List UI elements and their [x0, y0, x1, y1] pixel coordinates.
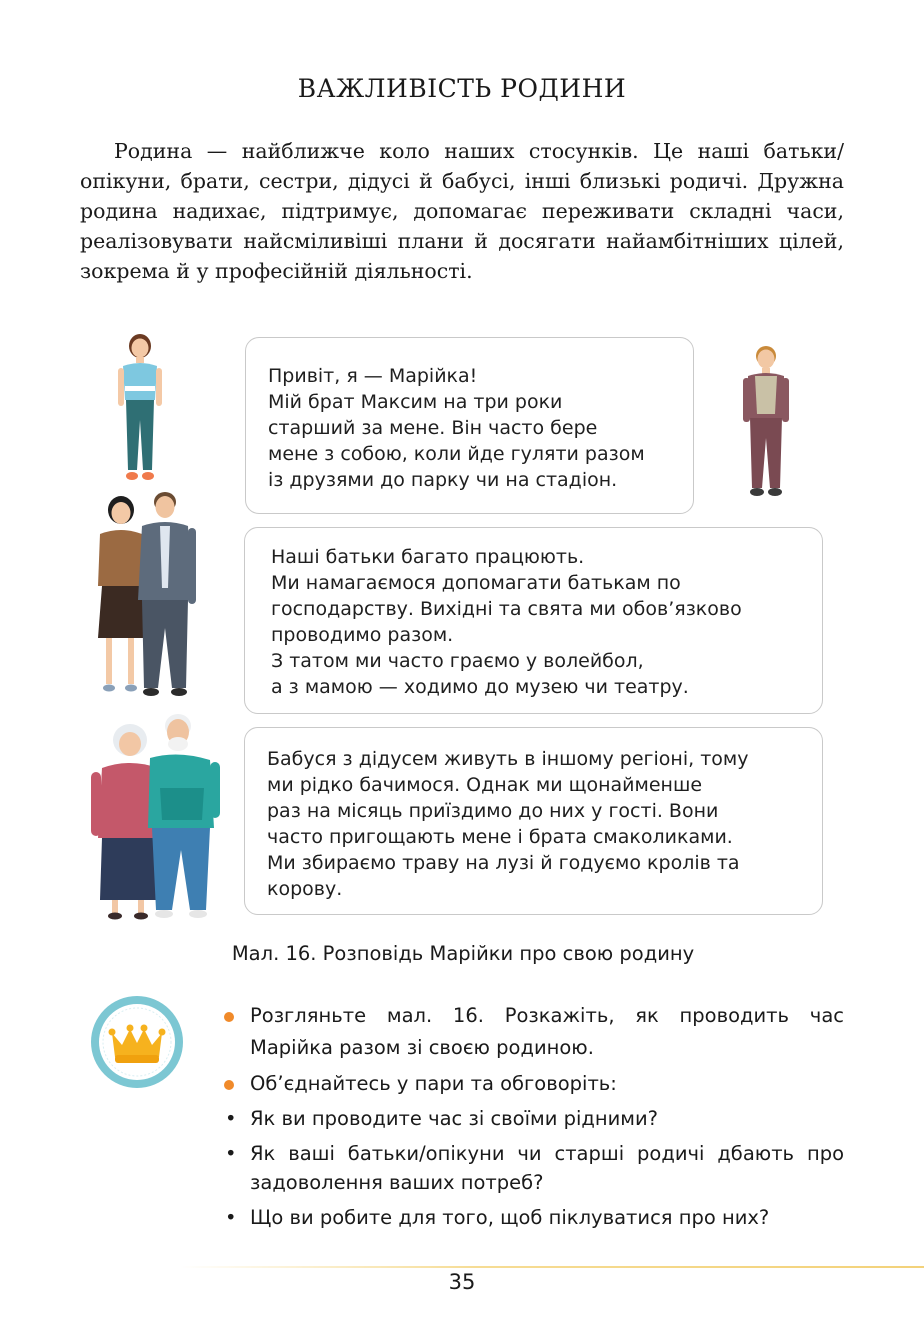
- page-number: 35: [448, 1270, 476, 1294]
- boy-illustration: [738, 342, 794, 498]
- bubble-line: Наші батьки багато працюють.: [271, 546, 585, 568]
- girl-illustration: [112, 330, 168, 486]
- speech-bubble-grandparents: [244, 727, 823, 915]
- speech-bubble-sibling: [245, 337, 694, 514]
- task-text: Як ваші батьки/опікуни чи старші родичі дбають про задоволення ваших потреб?: [250, 1142, 844, 1194]
- bubble-line: Привіт, я — Марійка!: [268, 365, 478, 387]
- task-item: [222, 1068, 844, 1100]
- bubble-line: Мій брат Максим на три роки: [268, 391, 563, 413]
- bubble-line: проводимо разом.: [271, 624, 454, 646]
- bubble-line: Ми збираємо траву на лузі й годуємо кролів та: [267, 852, 740, 874]
- task-list: [222, 1000, 844, 1238]
- crown-icon: [88, 993, 186, 1091]
- task-item: [222, 1000, 844, 1064]
- task-text: Як ви проводите час зі своїми рідними?: [250, 1107, 659, 1130]
- orange-bullet-icon: [224, 1080, 234, 1090]
- bullet-icon: •: [225, 1142, 237, 1165]
- task-text: Об’єднайтесь у пари та обговоріть:: [250, 1072, 617, 1095]
- orange-bullet-icon: [224, 1012, 234, 1022]
- bubble-line: ми рідко бачимося. Однак ми щонайменше: [267, 774, 703, 796]
- bubble-line: мене з собою, коли йде гуляти разом: [268, 443, 645, 465]
- bullet-icon: •: [225, 1206, 237, 1229]
- bubble-line: а з мамою — ходимо до музею чи театру.: [271, 676, 689, 698]
- bubble-line: старший за мене. Він часто бере: [268, 417, 598, 439]
- grandparents-illustration: [86, 710, 226, 922]
- speech-bubble-parents: [244, 527, 823, 714]
- bubble-line: Ми намагаємося допомагати батькам по: [271, 572, 681, 594]
- bullet-icon: •: [225, 1107, 237, 1130]
- task-text: Розгляньте мал. 16. Розкажіть, як проводить час Марійка разом зі своєю родиною.: [250, 1004, 844, 1059]
- page-title: ВАЖЛИВІСТЬ РОДИНИ: [297, 74, 627, 103]
- bubble-line: господарству. Вихідні та свята ми обов’язково: [271, 598, 742, 620]
- task-text: Що ви робите для того, щоб піклуватися про них?: [250, 1206, 770, 1229]
- bubble-line: часто пригощають мене і брата смаколиками.: [267, 826, 733, 848]
- parents-illustration: [92, 488, 202, 700]
- footer-divider: [180, 1266, 924, 1268]
- bubble-line: із друзями до парку чи на стадіон.: [268, 469, 618, 491]
- bubble-line: раз на місяць приїздимо до них у гості. Вони: [267, 800, 719, 822]
- bubble-line: корову.: [267, 878, 343, 900]
- task-item: [222, 1139, 844, 1197]
- bubble-line: Бабуся з дідусем живуть в іншому регіоні, тому: [267, 748, 749, 770]
- intro-paragraph: Родина — найближче коло наших стосунків. Це наші батьки/опікуни, брати, сестри, дідусі й бабусі, інші близькі родичі. Дружна родина надихає, підтримує, допомагає переживати складні часи, реалізовувати найсміливіші плани й досягати найамбітніших цілей, зокрема й у професійній діяльності.: [80, 139, 844, 283]
- task-item: [222, 1203, 844, 1232]
- figure-caption: Мал. 16. Розповідь Марійки про свою родину: [231, 942, 695, 965]
- task-item: [222, 1104, 844, 1133]
- bubble-line: З татом ми часто граємо у волейбол,: [271, 650, 644, 672]
